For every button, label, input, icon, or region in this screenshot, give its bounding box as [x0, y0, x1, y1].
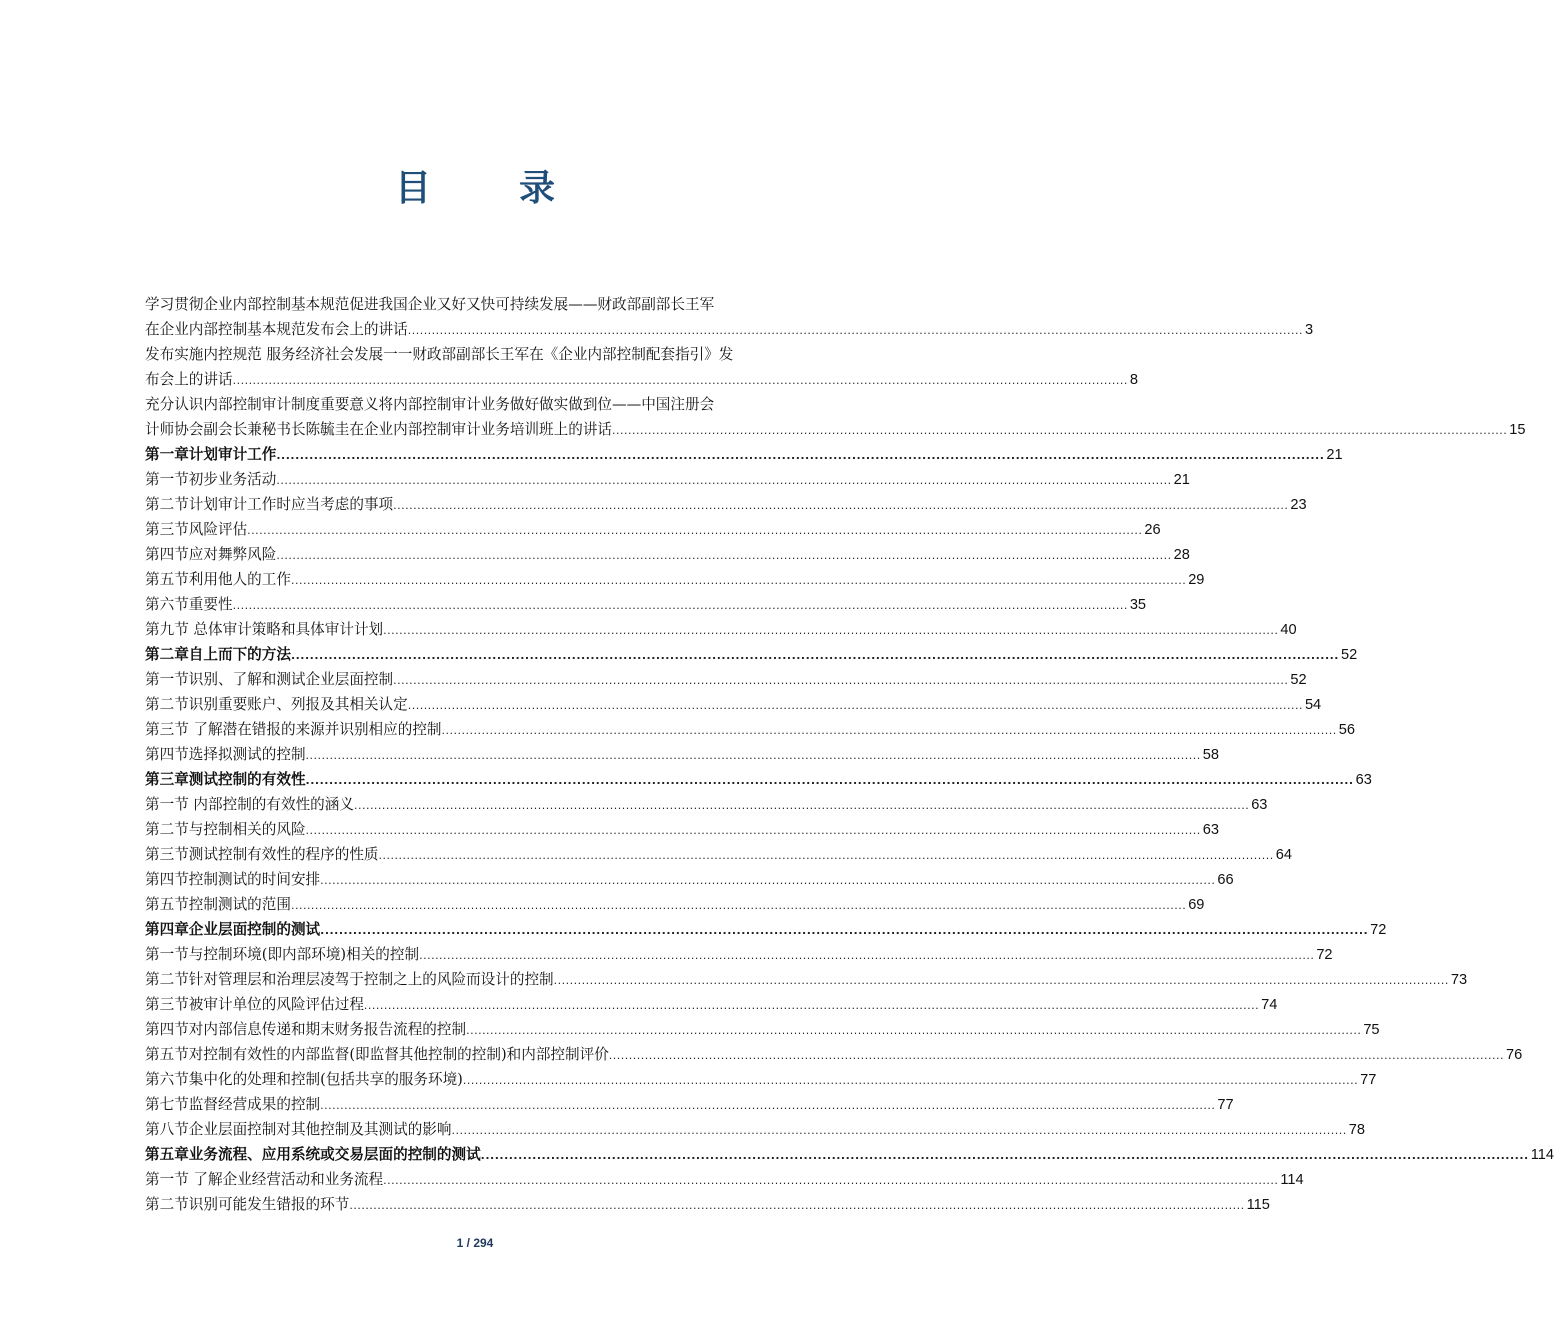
- dot-leader: [442, 718, 1337, 743]
- toc-entry-text: 第一节 内部控制的有效性的涵义: [145, 796, 354, 813]
- dot-leader: [354, 793, 1249, 818]
- toc-page-number: 114: [1530, 1147, 1554, 1163]
- toc-page-number: 21: [1326, 447, 1343, 463]
- toc-page-number: 21: [1173, 472, 1190, 488]
- toc-page-number: 74: [1261, 997, 1278, 1013]
- toc-entry-text: 第二节识别重要账户、列报及其相关认定: [145, 696, 408, 713]
- toc-entry-intro[interactable]: [145, 392, 1526, 442]
- toc-entry-text: 第六节集中化的处理和控制(包括共享的服务环境): [145, 1071, 463, 1088]
- toc-section-entry[interactable]: [145, 1067, 1377, 1092]
- toc-section-entry[interactable]: [145, 867, 1234, 892]
- dot-leader: [408, 318, 1303, 343]
- toc-page-number: 26: [1144, 522, 1161, 538]
- toc-section-entry[interactable]: [145, 567, 1205, 592]
- toc-page-number: 35: [1129, 597, 1147, 613]
- toc-chapter-entry[interactable]: [145, 767, 1372, 792]
- dot-leader: [276, 443, 1324, 468]
- dot-leader: [393, 493, 1288, 518]
- toc-entry-text: 第二节与控制相关的风险: [145, 821, 306, 838]
- toc-section-entry[interactable]: [145, 892, 1205, 917]
- toc-page-number: 52: [1290, 672, 1307, 688]
- dot-leader: [306, 743, 1201, 768]
- toc-page-number: 63: [1355, 772, 1372, 788]
- toc-section-entry[interactable]: [145, 1017, 1380, 1042]
- toc-page-number: 75: [1363, 1022, 1380, 1038]
- dot-leader: [276, 543, 1171, 568]
- toc-section-entry[interactable]: [145, 717, 1355, 742]
- toc-page-number: 29: [1188, 572, 1205, 588]
- toc-page-number: 28: [1173, 547, 1190, 563]
- toc-chapter-entry[interactable]: [145, 442, 1343, 467]
- toc-section-entry[interactable]: [145, 1092, 1234, 1117]
- toc-page-number: 78: [1348, 1122, 1365, 1138]
- toc-entry-text: 第一章计划审计工作: [145, 446, 277, 463]
- toc-page-number: 73: [1450, 972, 1468, 988]
- toc-page-number: 69: [1188, 897, 1205, 913]
- toc-entry-text-line1: 充分认识内部控制审计制度重要意义将内部控制审计业务做好做实做到位——中国注册会: [145, 396, 715, 413]
- toc-entry-text: 第九节 总体审计策略和具体审计计划: [145, 621, 384, 638]
- toc-chapter-entry[interactable]: [145, 917, 1387, 942]
- toc-section-entry[interactable]: [145, 1117, 1365, 1142]
- toc-page-number: 8: [1129, 372, 1138, 388]
- toc-section-entry[interactable]: [145, 1042, 1523, 1067]
- toc-entry-text: 第二节针对管理层和治理层凌驾于控制之上的风险而设计的控制: [145, 971, 554, 988]
- toc-page-number: 77: [1217, 1097, 1234, 1113]
- toc-page-number: 58: [1202, 747, 1220, 763]
- toc-page-number: 15: [1509, 422, 1526, 438]
- toc-entry-text: 第二节计划审计工作时应当考虑的事项: [145, 496, 394, 513]
- toc-page-number: 3: [1304, 322, 1314, 338]
- toc-entry-intro[interactable]: [145, 292, 1314, 342]
- dot-leader: [419, 943, 1314, 968]
- toc-section-entry[interactable]: [145, 542, 1190, 567]
- toc-page-number: 54: [1304, 697, 1322, 713]
- toc-page-number: 114: [1280, 1172, 1304, 1188]
- dot-leader: [291, 568, 1186, 593]
- dot-leader: [276, 468, 1171, 493]
- toc-page-number: 63: [1251, 797, 1268, 813]
- toc-entry-text-line2: 计师协会副会长兼秘书长陈毓圭在企业内部控制审计业务培训班上的讲话: [145, 421, 613, 438]
- dot-leader: [393, 668, 1288, 693]
- dot-leader: [349, 1193, 1244, 1218]
- toc-section-entry[interactable]: [145, 992, 1278, 1017]
- toc-page-number: 23: [1290, 497, 1307, 513]
- toc-section-entry[interactable]: [145, 817, 1220, 842]
- dot-leader: [408, 693, 1303, 718]
- toc-page-number: 64: [1275, 847, 1292, 863]
- page-title: 目 录: [394, 167, 581, 209]
- toc-page-number: 72: [1370, 922, 1387, 938]
- toc-section-entry[interactable]: [145, 617, 1297, 642]
- toc-entry-text: 第二章自上而下的方法: [145, 646, 291, 663]
- dot-leader: [291, 643, 1339, 668]
- toc-entry-text: 第五章业务流程、应用系统或交易层面的控制的测试: [145, 1146, 481, 1163]
- toc-entry-text-line1: 学习贯彻企业内部控制基本规范促进我国企业又好又快可持续发展——财政部副部长王军: [145, 296, 715, 313]
- toc-page-number: 76: [1506, 1047, 1523, 1063]
- toc-page-number: 66: [1217, 872, 1234, 888]
- toc-section-entry[interactable]: [145, 667, 1307, 692]
- toc-section-entry[interactable]: [145, 492, 1307, 517]
- toc-entry-text: 第三节被审计单位的风险评估过程: [145, 996, 364, 1013]
- toc-entry-text: 第一节 了解企业经营活动和业务流程: [145, 1171, 384, 1188]
- toc-page-number: 77: [1360, 1072, 1377, 1088]
- toc-section-entry[interactable]: [145, 942, 1333, 967]
- dot-leader: [364, 993, 1259, 1018]
- dot-leader: [291, 893, 1186, 918]
- dot-leader: [233, 368, 1128, 393]
- toc-entry-text: 第六节重要性: [145, 596, 233, 613]
- dot-leader: [451, 1118, 1346, 1143]
- dot-leader: [463, 1068, 1358, 1093]
- toc-page-number: 56: [1338, 722, 1355, 738]
- toc-entry-text: 第五节控制测试的范围: [145, 896, 291, 913]
- toc-entry-text: 第四节控制测试的时间安排: [145, 871, 321, 888]
- toc-section-entry[interactable]: [145, 692, 1322, 717]
- page-number: 1 / 294: [456, 1236, 494, 1250]
- dot-leader: [320, 918, 1368, 943]
- toc-entry-text: 第七节监督经营成果的控制: [145, 1096, 321, 1113]
- toc-entry-text: 第三节风险评估: [145, 521, 248, 538]
- toc-section-entry[interactable]: [145, 467, 1190, 492]
- toc-entry-text: 第一节与控制环境(即内部环境)相关的控制: [145, 946, 420, 963]
- toc-entry-text-line1: 发布实施内控规范 服务经济社会发展一一财政部副部长王军在《企业内部控制配套指引》发: [145, 346, 734, 363]
- dot-leader: [379, 843, 1274, 868]
- toc-entry-text: 第四节应对舞弊风险: [145, 546, 277, 563]
- dot-leader: [481, 1143, 1529, 1168]
- toc-entry-text: 第三节测试控制有效性的程序的性质: [145, 846, 379, 863]
- toc-section-entry[interactable]: [145, 792, 1268, 817]
- dot-leader: [306, 818, 1201, 843]
- toc-chapter-entry[interactable]: [145, 642, 1358, 667]
- table-of-contents: [145, 292, 1554, 1217]
- toc-entry-text: 第一节识别、了解和测试企业层面控制: [145, 671, 394, 688]
- dot-leader: [383, 1168, 1278, 1193]
- toc-page-number: 63: [1202, 822, 1220, 838]
- toc-section-entry[interactable]: [145, 1167, 1304, 1192]
- toc-section-entry[interactable]: [145, 517, 1161, 542]
- dot-leader: [554, 968, 1449, 993]
- toc-entry-text: 第八节企业层面控制对其他控制及其测试的影响: [145, 1121, 452, 1138]
- toc-entry-text: 第四节选择拟测试的控制: [145, 746, 306, 763]
- toc-section-entry[interactable]: [145, 1192, 1270, 1217]
- dot-leader: [247, 518, 1142, 543]
- toc-page-number: 40: [1280, 622, 1297, 638]
- toc-entry-text: 第一节初步业务活动: [145, 471, 277, 488]
- toc-page-number: 115: [1246, 1197, 1270, 1213]
- dot-leader: [609, 1043, 1504, 1068]
- dot-leader: [466, 1018, 1361, 1043]
- toc-entry-text: 第五节对控制有效性的内部监督(即监督其他控制的控制)和内部控制评价: [145, 1046, 609, 1063]
- dot-leader: [233, 593, 1128, 618]
- toc-entry-text-line2: 在企业内部控制基本规范发布会上的讲话: [145, 321, 408, 338]
- dot-leader: [612, 418, 1507, 443]
- toc-entry-text-line2: 布会上的讲话: [145, 371, 233, 388]
- toc-entry-text: 第五节利用他人的工作: [145, 571, 291, 588]
- toc-page-number: 52: [1340, 647, 1358, 663]
- dot-leader: [306, 768, 1354, 793]
- toc-entry-intro[interactable]: [145, 342, 1138, 392]
- toc-entry-text: 第二节识别可能发生错报的环节: [145, 1196, 350, 1213]
- dot-leader: [320, 868, 1215, 893]
- toc-page-number: 72: [1316, 947, 1333, 963]
- dot-leader: [320, 1093, 1215, 1118]
- toc-entry-text: 第四章企业层面控制的测试: [145, 921, 321, 938]
- toc-section-entry[interactable]: [145, 967, 1468, 992]
- toc-section-entry[interactable]: [145, 592, 1147, 617]
- toc-entry-text: 第三章测试控制的有效性: [145, 771, 306, 788]
- toc-section-entry[interactable]: [145, 742, 1220, 767]
- toc-chapter-entry[interactable]: [145, 1142, 1554, 1167]
- toc-entry-text: 第三节 了解潜在错报的来源并识别相应的控制: [145, 721, 442, 738]
- toc-entry-text: 第四节对内部信息传递和期末财务报告流程的控制: [145, 1021, 467, 1038]
- toc-section-entry[interactable]: [145, 842, 1292, 867]
- dot-leader: [383, 618, 1278, 643]
